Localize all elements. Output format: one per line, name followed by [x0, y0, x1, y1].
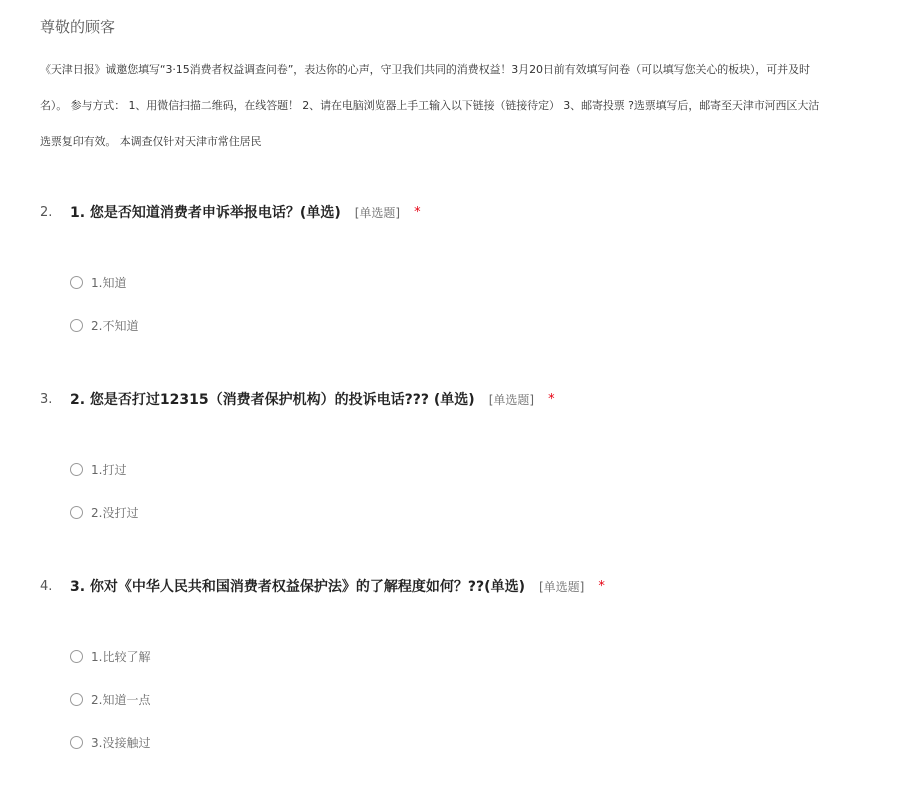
option-not-called[interactable]: [70, 502, 138, 522]
option-understand-well[interactable]: [70, 646, 150, 666]
question-type-label: [单选题]: [488, 392, 535, 407]
question-title: 3. 你对《中华人民共和国消费者权益保护法》的了解程度如何？??(单选): [70, 579, 525, 595]
option-never-encountered[interactable]: [70, 732, 150, 752]
question-number: 3.: [40, 391, 53, 407]
option-called[interactable]: [70, 459, 126, 479]
greeting-heading: 尊敬的顾客: [40, 18, 116, 36]
intro-line: 《天津日报》诚邀您填写“3·15消费者权益调查问卷”，表达你的心声，守卫我们共同的消费权益！3月20日前有效填写问卷（可以填写您关心的板块），可并及时: [40, 63, 810, 76]
radio-button[interactable]: [70, 650, 83, 663]
option-label: 1.知道: [91, 275, 127, 290]
radio-button[interactable]: [70, 319, 83, 332]
radio-button[interactable]: [70, 693, 83, 706]
option-label: 2.知道一点: [91, 692, 151, 707]
required-marker: *: [598, 578, 605, 594]
intro-line: 选票复印有效。 本调查仅针对天津市常住居民: [40, 135, 262, 148]
required-marker: *: [414, 204, 421, 220]
option-know-a-little[interactable]: [70, 689, 150, 709]
option-label: 1.打过: [91, 462, 127, 477]
radio-button[interactable]: [70, 506, 83, 519]
option-know[interactable]: [70, 272, 126, 292]
question-number: 4.: [40, 578, 53, 594]
question-header: [40, 200, 880, 224]
question-header: [40, 387, 880, 411]
option-label: 3.没接触过: [91, 735, 151, 750]
option-label: 1.比较了解: [91, 649, 151, 664]
question-title: 2. 您是否打过12315（消费者保护机构）的投诉电话??? (单选): [70, 392, 475, 408]
intro-line: 名）。 参与方式： 1、用微信扫描二维码，在线答题！ 2、请在电脑浏览器上手工输入以下链接（链接待定） 3、邮寄投票 ?选票填写后，邮寄至天津市河西区大沽: [40, 99, 820, 112]
option-dont-know[interactable]: [70, 315, 138, 335]
option-label: 2.不知道: [91, 318, 139, 333]
question-block: [40, 574, 880, 750]
option-label: 2.没打过: [91, 505, 139, 520]
radio-button[interactable]: [70, 736, 83, 749]
radio-button[interactable]: [70, 463, 83, 476]
required-marker: *: [548, 391, 555, 407]
radio-button[interactable]: [70, 276, 83, 289]
question-header: [40, 574, 880, 598]
question-block: [40, 387, 880, 520]
question-type-label: [单选题]: [354, 205, 401, 220]
question-type-label: [单选题]: [538, 579, 585, 594]
question-title: 1. 您是否知道消费者申诉举报电话？(单选): [70, 205, 341, 221]
question-number: 2.: [40, 204, 53, 220]
question-block: [40, 200, 880, 333]
intro-paragraph: [40, 52, 898, 160]
